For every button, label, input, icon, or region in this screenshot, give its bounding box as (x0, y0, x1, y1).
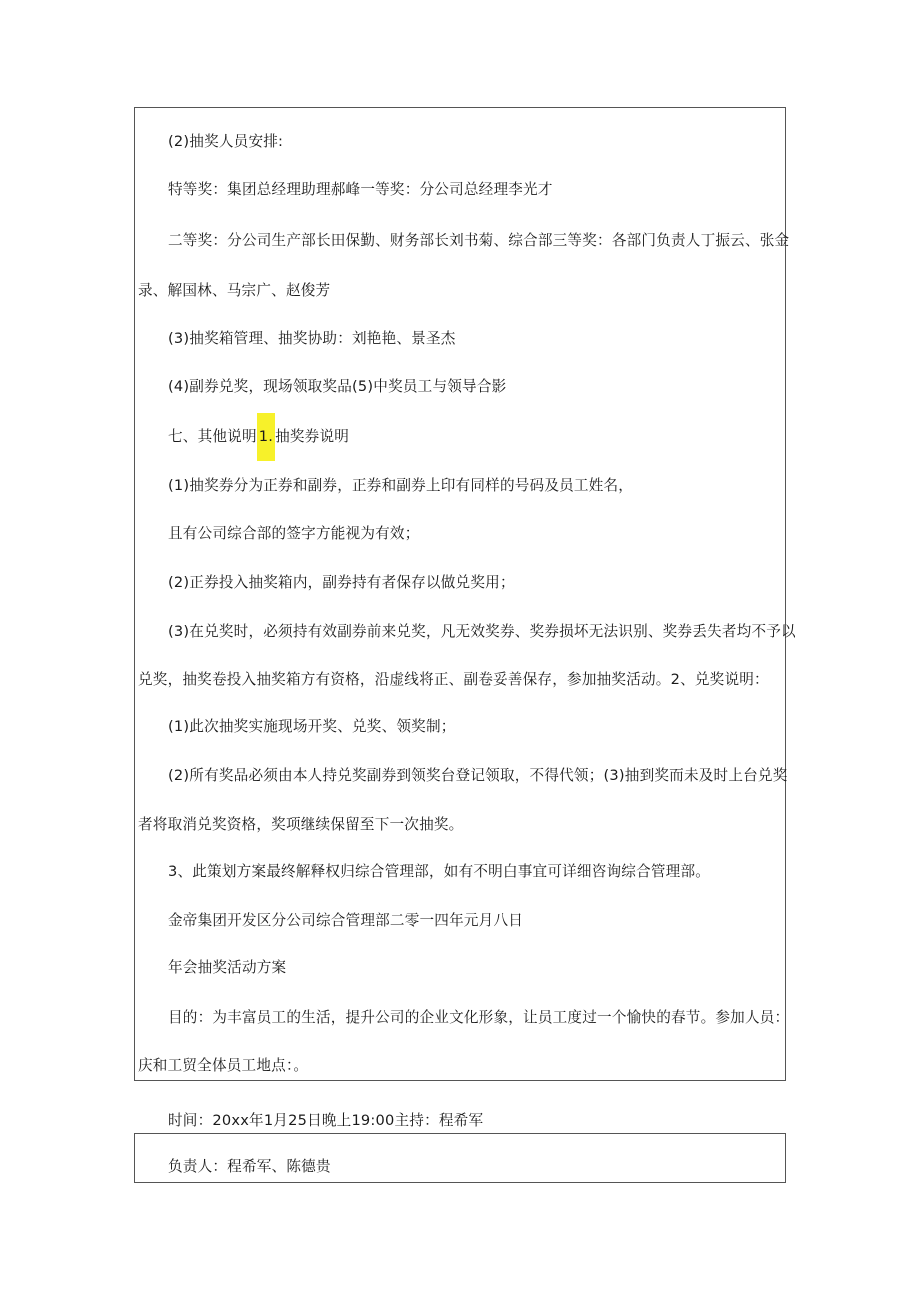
ticket-rule-1-cont: 且有公司综合部的签字方能视为有效； (168, 525, 420, 542)
redeem-rule-2-cont: 者将取消兑奖资格，奖项继续保留至下一次抽奖。 (138, 816, 464, 833)
ticket-rule-2: (2)正券投入抽奖箱内，副券持有者保存以做兑奖用； (168, 574, 515, 591)
special-prize-line: 特等奖：集团总经理助理郝峰一等奖：分公司总经理李光才 (168, 181, 553, 198)
responsible-line: 负责人：程希军、陈德贵 (168, 1158, 331, 1175)
interpretation-line: 3、此策划方案最终解释权归综合管理部，如有不明白事宜可详细咨询综合管理部。 (168, 863, 711, 880)
ticket-rule-1: (1)抽奖券分为正券和副券，正券和副券上印有同样的号码及员工姓名， (168, 477, 634, 494)
purpose-line-cont: 庆和工贸全体员工地点：。 (138, 1057, 309, 1074)
plan-title: 年会抽奖活动方案 (168, 959, 287, 976)
purpose-line: 目的：为丰富员工的生活，提升公司的企业文化形象，让员工度过一个愉快的春节。参加人员： (168, 1009, 790, 1026)
main-content-frame (134, 107, 786, 1081)
section-7-prefix: 七、其他说明 (168, 428, 257, 445)
section-7-heading (168, 427, 349, 447)
redeem-rule-2: (2)所有奖品必须由本人持兑奖副券到领奖台登记领取，不得代领；(3)抽到奖而未及时上台兑奖 (168, 767, 788, 784)
section-7-suffix: 抽奖券说明 (275, 428, 350, 445)
signature-line: 金帝集团开发区分公司综合管理部二零一四年元月八日 (168, 912, 524, 929)
ticket-rule-3: (3)在兑奖时，必须持有效副券前来兑奖，凡无效奖券、奖券损坏无法识别、奖券丢失者均不予以 (168, 623, 796, 640)
redeem-line: (4)副券兑奖，现场领取奖品(5)中奖员工与领导合影 (168, 378, 507, 395)
box-management-line: (3)抽奖箱管理、抽奖协助：刘艳艳、景圣杰 (168, 330, 456, 347)
highlighted-number: 1. (257, 413, 275, 461)
second-prize-line-cont: 录、解国林、马宗广、赵俊芳 (138, 282, 331, 299)
ticket-rule-3-cont: 兑奖，抽奖卷投入抽奖箱方有资格，沿虚线将正、副卷妥善保存，参加抽奖活动。2、兑奖说明： (138, 671, 769, 688)
time-host-line: 时间：20xx年1月25日晚上19:00主持：程希军 (168, 1112, 484, 1129)
redeem-rule-1: (1)此次抽奖实施现场开奖、兑奖、领奖制； (168, 718, 456, 735)
second-prize-line: 二等奖：分公司生产部长田保勤、财务部长刘书菊、综合部三等奖：各部门负责人丁振云、张金 (168, 232, 790, 249)
draw-staff-heading: (2)抽奖人员安排: (168, 133, 284, 150)
